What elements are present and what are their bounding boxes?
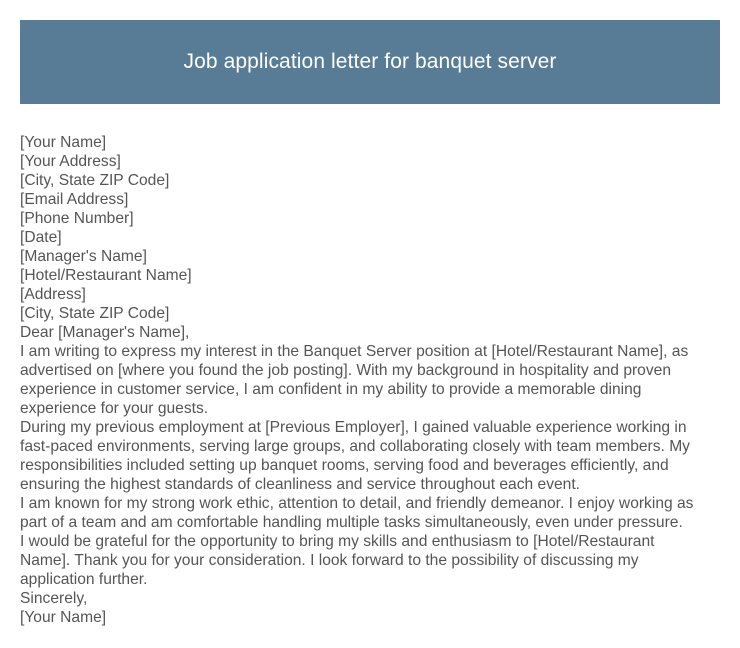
paragraph-2-line-4: ensuring the highest standards of cleanliness and service throughout each event. (20, 476, 581, 493)
salutation: Dear [Manager's Name], (20, 324, 190, 341)
paragraph-4-line-1: I would be grateful for the opportunity to bring my skills and enthusiasm to [Hotel/Restaurant (20, 533, 655, 550)
sender-city-state-zip: [City, State ZIP Code] (20, 172, 170, 189)
closing: Sincerely, (20, 590, 88, 607)
paragraph-1-line-2: advertised on [where you found the job posting]. With my background in hospitality and proven (20, 362, 671, 379)
letter-date: [Date] (20, 229, 62, 246)
page-header (20, 20, 720, 104)
recipient-company: [Hotel/Restaurant Name] (20, 267, 192, 284)
paragraph-4-line-2: Name]. Thank you for your consideration. I look forward to the possibility of discussing my (20, 552, 639, 569)
paragraph-4-line-3: application further. (20, 571, 148, 588)
paragraph-2-line-1: During my previous employment at [Previous Employer], I gained valuable experience working in (20, 419, 687, 436)
paragraph-2-line-3: responsibilities included setting up banquet rooms, serving food and beverages efficiently, and (20, 457, 669, 474)
sender-phone: [Phone Number] (20, 210, 134, 227)
letter-body (20, 133, 720, 627)
paragraph-1-line-3: experience in customer service, I am confident in my ability to provide a memorable dining (20, 381, 642, 398)
paragraph-3-line-2: part of a team and am comfortable handling multiple tasks simultaneously, even under pressure. (20, 514, 683, 531)
signature: [Your Name] (20, 609, 107, 626)
paragraph-2-line-2: fast-paced environments, serving large groups, and collaborating closely with team members. My (20, 438, 690, 455)
sender-name: [Your Name] (20, 134, 107, 151)
paragraph-1-line-1: I am writing to express my interest in the Banquet Server position at [Hotel/Restaurant Name], as (20, 343, 689, 360)
recipient-city-state-zip: [City, State ZIP Code] (20, 305, 170, 322)
paragraph-3-line-1: I am known for my strong work ethic, attention to detail, and friendly demeanor. I enjoy working as (20, 495, 694, 512)
recipient-name: [Manager's Name] (20, 248, 147, 265)
page-title: Job application letter for banquet server (183, 50, 557, 73)
recipient-address: [Address] (20, 286, 86, 303)
sender-address: [Your Address] (20, 153, 121, 170)
sender-email: [Email Address] (20, 191, 129, 208)
paragraph-1-line-4: experience for your guests. (20, 400, 209, 417)
